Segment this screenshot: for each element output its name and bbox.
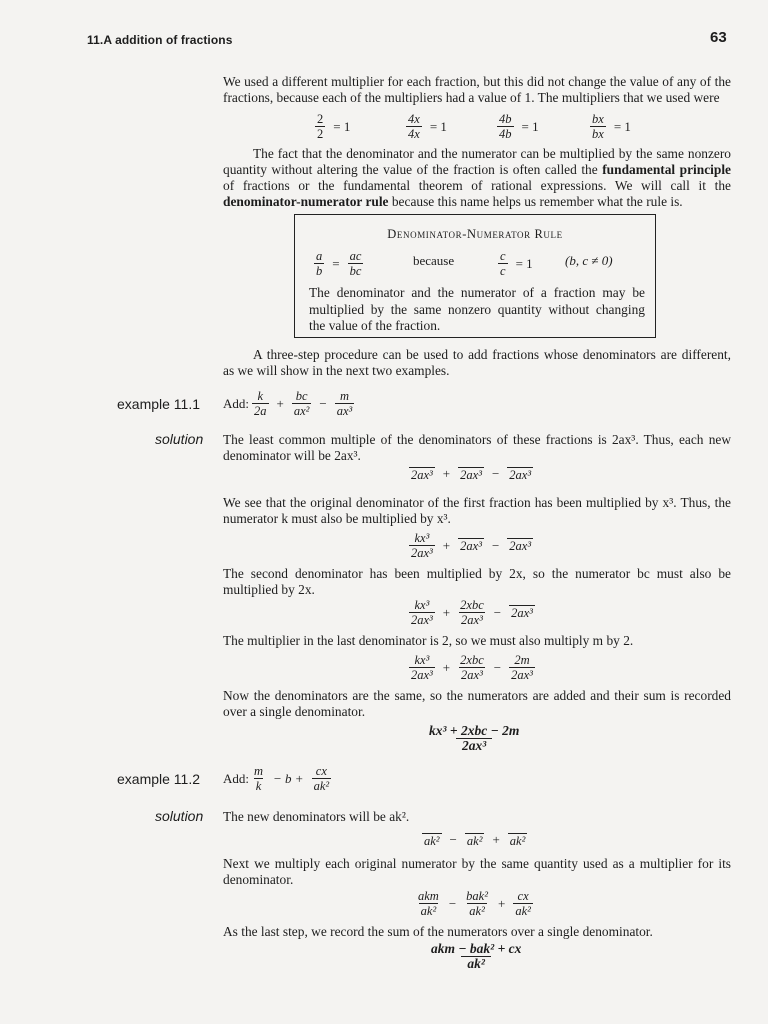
page-number: 63 xyxy=(710,29,727,46)
bold-fundamental-principle: fundamental principle xyxy=(602,162,731,177)
solution-11-1-step2: We see that the original denominator of the first fraction has been multiplied by x³. Thus, the numerator k must also be multiplied by x³. xyxy=(223,495,731,526)
rule-statement: The denominator and the numerator of a fraction may be multiplied by the same nonzero quantity without changing the value of the fraction. xyxy=(309,285,645,333)
solution-11-2-label: solution xyxy=(155,808,204,824)
step1-fractions: 2ax³ + 2ax³ − 2ax³ xyxy=(411,466,532,482)
example-11-1-problem: Add: $\frac{k}{2a}$ + $\frac{bc}{\text{ax²}}$ − $\frac{m}{\text{ax³}}$ xyxy=(223,389,353,418)
solution-11-2-step3: As the last step, we record the sum of the numerators over a single denominator. xyxy=(223,924,653,939)
example2-step2-fractions: $\frac{\text{akm}}{\text{ak²}}$ − $\frac{\text{bak²}}{\text{ak²}}$ + $\frac{cx}{\text{ak²}}$ xyxy=(418,889,531,918)
example-11-2-problem: Add: $\frac{m}{k}$ − b + $\frac{cx}{\text{ak²}}$ xyxy=(223,764,330,793)
procedure-paragraph: A three-step procedure can be used to add fractions whose denominators are different, as we will show in the next two examples. xyxy=(223,347,731,378)
rule-box xyxy=(294,214,656,338)
example-11-1-result: $\frac{\text{kx³ + 2xbc − 2m}}{\text{2ax³}}$ xyxy=(429,723,520,753)
example-11-2-result: $\frac{\text{akm − bak² + cx}}{\text{ak²}}$ xyxy=(431,941,522,971)
solution-11-1-step5: Now the denominators are the same, so the numerators are added and their sum is recorded over a single denominator. xyxy=(223,688,731,719)
example-11-2-label: example 11.2 xyxy=(117,771,201,787)
rule-equation: $\frac{a}{b}$ = $\frac{ac}{bc}$ xyxy=(316,249,362,278)
step3-fractions: $\frac{\text{kx³}}{\text{2ax³}}$ + $\frac{\text{2xbc}}{\text{2ax³}}$ − 2ax³ xyxy=(411,598,533,627)
example2-step1-fractions: ak² − ak² + ak² xyxy=(424,832,526,848)
multiplier-4b: $\frac{4b}{4b}$ = 1 xyxy=(499,112,539,141)
multiplier-bx: $\frac{bx}{bx}$ = 1 xyxy=(592,112,631,141)
rule-title: Denominator-Numerator Rule xyxy=(387,227,563,241)
multiplier-4x: $\frac{4x}{4x}$ = 1 xyxy=(408,112,447,141)
solution-11-1-step1: The least common multiple of the denominators of these fractions is 2ax³. Thus, each new denominator will be 2ax³. xyxy=(223,432,731,463)
page-header xyxy=(0,0,768,60)
step2-fractions: $\frac{\text{kx³}}{\text{2ax³}}$ + 2ax³ − 2ax³ xyxy=(411,531,532,560)
multiplier-2: $\frac{2}{2}$ = 1 xyxy=(317,112,351,141)
bold-rule-term: denominator-numerator rule xyxy=(223,194,389,209)
example-11-1-label: example 11.1 xyxy=(117,396,201,412)
rule-because: because xyxy=(413,253,455,268)
solution-11-2-step1: The new denominators will be ak². xyxy=(223,809,410,824)
rule-c-over-c: $\frac{c}{c}$ = 1 xyxy=(500,249,533,278)
rule-condition: (b, c ≠ 0) xyxy=(565,253,613,268)
solution-11-2-step2: Next we multiply each original numerator by the same quantity used as a multiplier for its denominator. xyxy=(223,856,731,887)
section-title: 11.A addition of fractions xyxy=(87,33,233,47)
principle-paragraph: The fact that the denominator and the numerator can be multiplied by the same nonzero quantity without altering the value of the fraction is often called the fundamental principle of fractions or the fundamental theorem of rational expressions. We will call it the denominator-numerator rule because this name helps us remember what the rule is. xyxy=(223,146,731,209)
step4-fractions: $\frac{\text{kx³}}{\text{2ax³}}$ + $\frac{\text{2xbc}}{\text{2ax³}}$ − $\frac{2m}{\text{2ax³}}$ xyxy=(411,653,533,682)
intro-paragraph: We used a different multiplier for each fraction, but this did not change the value of any of the fractions, because each of the multipliers had a value of 1. The multipliers that we used were xyxy=(223,74,731,105)
solution-11-1-label: solution xyxy=(155,431,204,447)
solution-11-1-step4: The multiplier in the last denominator is 2, so we must also multiply m by 2. xyxy=(223,633,634,648)
solution-11-1-step3: The second denominator has been multiplied by 2x, so the numerator bc must also be multiplied by 2x. xyxy=(223,566,731,597)
